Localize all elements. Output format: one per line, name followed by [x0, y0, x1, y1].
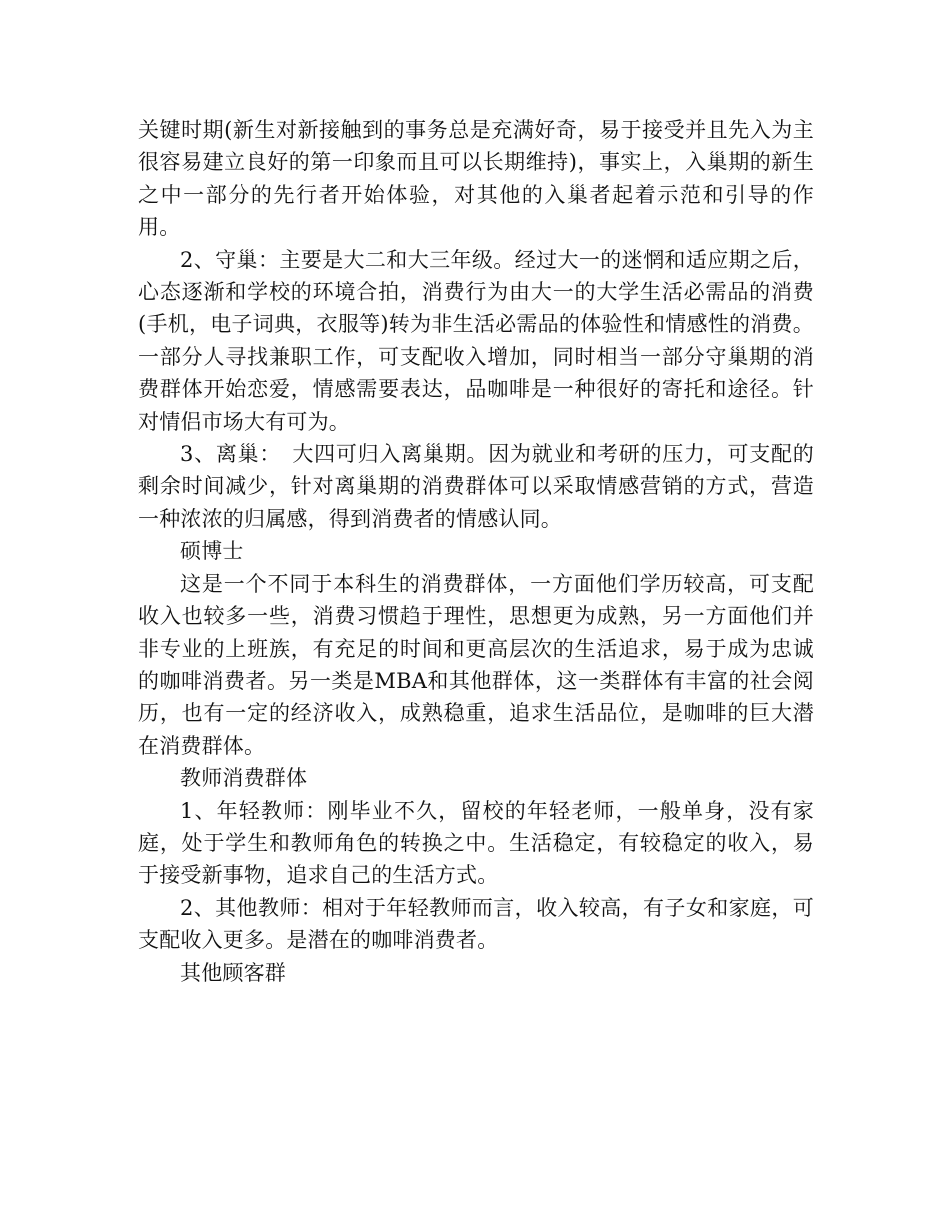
- paragraph-young-teachers: 1、年轻教师：刚毕业不久，留校的年轻老师，一般单身，没有家庭，处于学生和教师角色的转换之中。生活稳定，有较稳定的收入，易于接受新事物，追求自己的生活方式。: [138, 798, 814, 888]
- heading-teacher-group: 教师消费群体: [180, 766, 308, 791]
- paragraph-masters-doctoral: 这是一个不同于本科生的消费群体，一方面他们学历较高，可支配收入也较多一些，消费习惯趋于理性，思想更为成熟，另一方面他们并非专业的上班族，有充足的时间和更高层次的生活追求，易于成为忠诚的咖啡消费者。另一类是MBA和其他群体，这一类群体有丰富的社会阅历，也有一定的经济收入，成熟稳重，追求生活品位，是咖啡的巨大潜在消费群体。: [138, 571, 814, 758]
- heading-other-customers: 其他顾客群: [180, 960, 286, 985]
- paragraph-key-period: 关键时期(新生对新接触到的事务总是充满好奇，易于接受并且先入为主很容易建立良好的第一印象而且可以长期维持)，事实上，入巢期的新生之中一部分的先行者开始体验，对其他的入巢者起着示范和引导的作用。: [138, 118, 814, 240]
- heading-masters-doctoral: 硕博士: [180, 539, 244, 564]
- paragraph-shouchao: 2、守巢：主要是大二和大三年级。经过大一的迷惘和适应期之后，心态逐渐和学校的环境合拍，消费行为由大一的大学生活必需品的消费(手机，电子词典，衣服等)转为非生活必需品的体验性和情感性的消费。一部分人寻找兼职工作，可支配收入增加，同时相当一部分守巢期的消费群体开始恋爱，情感需要表达，品咖啡是一种很好的寄托和途径。针对情侣市场大有可为。: [138, 247, 814, 434]
- paragraph-lichao: 3、离巢： 大四可归入离巢期。因为就业和考研的压力，可支配的剩余时间减少，针对离巢期的消费群体可以采取情感营销的方式，营造一种浓浓的归属感，得到消费者的情感认同。: [138, 442, 814, 531]
- paragraph-other-teachers: 2、其他教师：相对于年轻教师而言，收入较高，有子女和家庭，可支配收入更多。是潜在的咖啡消费者。: [138, 895, 814, 953]
- document-page: [138, 114, 814, 989]
